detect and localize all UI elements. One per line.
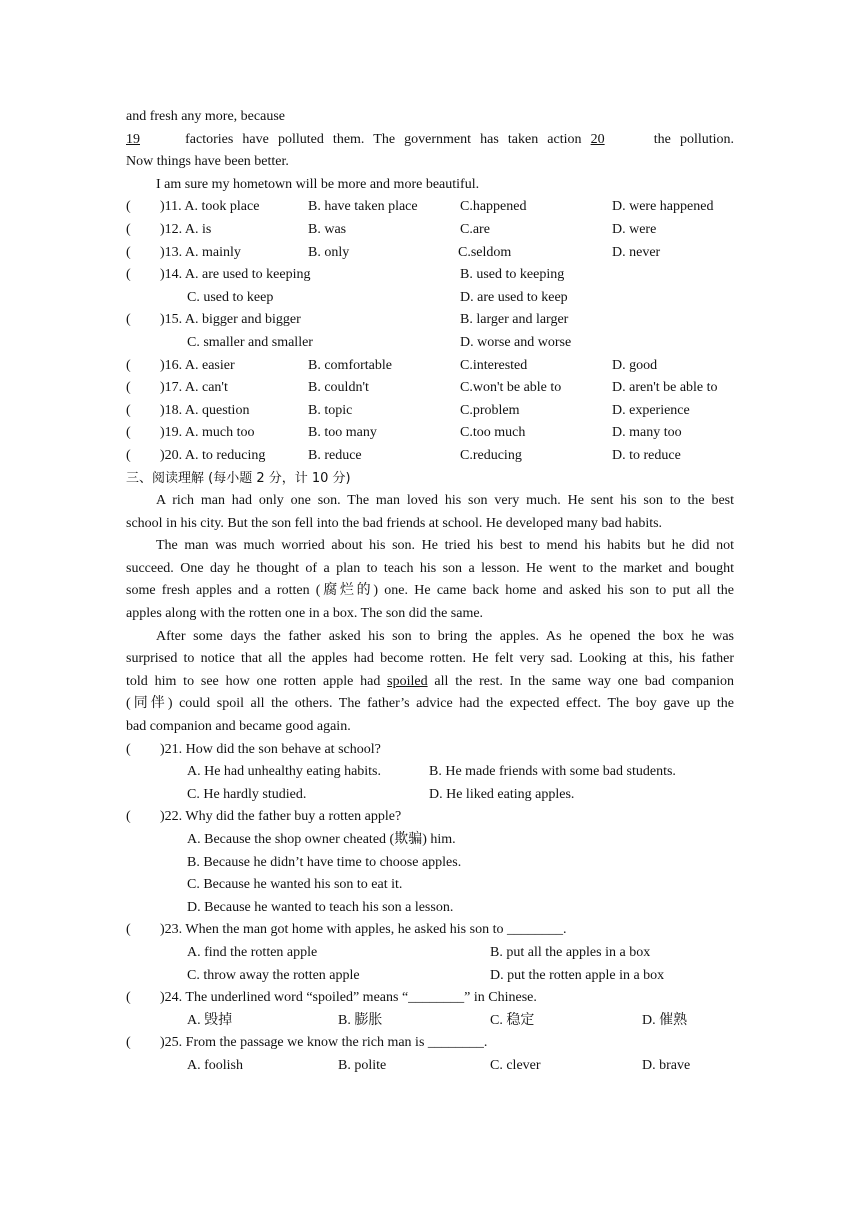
question-row xyxy=(126,287,734,310)
question-option-c: C. smaller and smaller xyxy=(187,334,313,350)
question-option-c: C. used to keep xyxy=(187,289,274,305)
question-option-b: B. too many xyxy=(308,425,377,441)
question-row xyxy=(126,1032,734,1055)
question-row xyxy=(126,919,734,942)
question-row xyxy=(126,219,734,242)
passage-line xyxy=(126,626,734,649)
option-a: A. find the rotten apple xyxy=(187,944,318,960)
passage-line xyxy=(126,580,734,603)
answer-paren: ( xyxy=(126,402,131,418)
option-row xyxy=(126,784,734,807)
answer-paren: ( xyxy=(126,990,131,1006)
passage-text: surprised to notice that all the apples had become rotten. He felt very sad. Looking at this, his father xyxy=(126,651,734,667)
option-c: C. Because he wanted his son to eat it. xyxy=(187,877,403,893)
cloze-line-2 xyxy=(126,129,734,152)
question-option-d: D. were happened xyxy=(612,199,714,215)
option-d: D. 催熟 xyxy=(642,1012,688,1028)
question-option-a: )20. A. to reducing xyxy=(160,447,266,463)
option-row xyxy=(126,1055,734,1078)
question-option-c: C.seldom xyxy=(458,244,512,260)
question-option-d: D. many too xyxy=(612,425,682,441)
answer-paren: ( xyxy=(126,741,131,757)
blank-19: 19 xyxy=(126,131,140,147)
question-row xyxy=(126,196,734,219)
underlined-word: spoiled xyxy=(387,673,428,689)
question-row xyxy=(126,806,734,829)
question-option-b: B. was xyxy=(308,221,347,237)
blank-20: 20 xyxy=(590,131,605,147)
answer-paren: ( xyxy=(126,425,131,441)
question-row xyxy=(126,309,734,332)
cloze-text: and fresh any more, because xyxy=(126,109,285,124)
passage-line xyxy=(126,671,734,694)
question-option-a: )17. A. can't xyxy=(160,380,228,396)
question-option-b: B. larger and larger xyxy=(460,312,569,328)
question-option-c: C.reducing xyxy=(460,447,522,463)
question-row xyxy=(126,422,734,445)
question-row xyxy=(126,377,734,400)
question-option-d: D. never xyxy=(612,244,661,260)
passage-text: The man was much worried about his son. He tried his best to mend his habits but he did not xyxy=(156,538,734,554)
answer-paren: ( xyxy=(126,199,131,215)
answer-paren: ( xyxy=(126,244,131,260)
question-stem: )22. Why did the father buy a rotten apple? xyxy=(160,809,402,825)
passage-text: A rich man had only one son. The man loved his son very much. He sent his son to the best xyxy=(156,493,734,509)
passage-text: some fresh apples and a rotten (腐烂的) one. He came back home and asked his son to put all the xyxy=(126,583,734,599)
option-row xyxy=(126,1010,734,1033)
question-option-a: )16. A. easier xyxy=(160,357,235,373)
option-d: D. Because he wanted to teach his son a lesson. xyxy=(187,899,454,915)
option-row xyxy=(126,874,734,897)
question-stem: )21. How did the son behave at school? xyxy=(160,741,381,757)
option-d: D. He liked eating apples. xyxy=(429,786,575,802)
passage-line xyxy=(126,535,734,558)
question-row xyxy=(126,987,734,1010)
option-row xyxy=(126,829,734,852)
answer-paren: ( xyxy=(126,380,131,396)
option-a: A. He had unhealthy eating habits. xyxy=(187,764,382,780)
question-option-b: B. topic xyxy=(308,402,353,418)
option-d: D. brave xyxy=(642,1057,691,1073)
answer-paren: ( xyxy=(126,922,131,938)
cloze-line-3 xyxy=(126,151,734,174)
question-option-c: C.won't be able to xyxy=(460,380,562,396)
question-option-a: )14. A. are used to keeping xyxy=(160,267,311,283)
answer-paren: ( xyxy=(126,312,131,328)
question-option-b: B. couldn't xyxy=(308,380,369,396)
answer-paren: ( xyxy=(126,1035,131,1051)
passage-line xyxy=(126,603,734,626)
passage-line xyxy=(126,513,734,536)
question-option-b: B. reduce xyxy=(308,447,362,463)
answer-paren: ( xyxy=(126,447,131,463)
option-b: B. put all the apples in a box xyxy=(490,944,651,960)
option-c: C. 稳定 xyxy=(490,1012,535,1028)
option-d: D. put the rotten apple in a box xyxy=(490,967,665,983)
cloze-text: I am sure my hometown will be more and more beautiful. xyxy=(156,176,480,192)
question-option-d: D. to reduce xyxy=(612,447,681,463)
question-option-a: )12. A. is xyxy=(160,221,212,237)
passage-text: all the rest. In the same way one bad companion xyxy=(427,673,734,689)
question-option-a: )19. A. much too xyxy=(160,425,255,441)
question-option-c: C.are xyxy=(460,221,490,237)
question-option-b: B. comfortable xyxy=(308,357,392,373)
question-option-c: C.too much xyxy=(460,425,526,441)
option-row xyxy=(126,761,734,784)
option-a: A. Because the shop owner cheated (欺骗) him. xyxy=(187,832,456,847)
option-c: C. clever xyxy=(490,1057,541,1073)
exam-page xyxy=(126,106,734,1078)
question-row xyxy=(126,445,734,468)
question-option-c: C.happened xyxy=(460,199,527,215)
option-b: B. He made friends with some bad students. xyxy=(429,764,676,780)
answer-paren: ( xyxy=(126,809,131,825)
cloze-text: the pollution. xyxy=(653,131,735,147)
question-option-b: B. have taken place xyxy=(308,199,418,215)
passage-line xyxy=(126,648,734,671)
option-b: B. polite xyxy=(338,1057,387,1073)
cloze-text: Now things have been better. xyxy=(126,154,289,170)
option-b: B. Because he didn’t have time to choose apples. xyxy=(187,854,462,870)
option-row xyxy=(126,897,734,920)
question-option-a: )11. A. took place xyxy=(160,199,260,215)
option-row xyxy=(126,942,734,965)
answer-paren: ( xyxy=(126,267,131,283)
question-stem: )25. From the passage we know the rich man is ________. xyxy=(160,1035,488,1051)
question-option-c: C.interested xyxy=(460,357,528,373)
question-stem: )24. The underlined word “spoiled” means “________” in Chinese. xyxy=(160,990,537,1006)
option-row xyxy=(126,852,734,875)
passage-text: (同伴) could spoil all the others. The father’s advice had the expected effect. The boy gave up the xyxy=(126,696,734,712)
question-stem: )23. When the man got home with apples, he asked his son to ________. xyxy=(160,922,567,938)
question-row xyxy=(126,355,734,378)
passage-line xyxy=(126,716,734,739)
passage-text: apples along with the rotten one in a box. The son did the same. xyxy=(126,606,484,622)
option-c: C. throw away the rotten apple xyxy=(187,967,360,983)
cloze-line-4 xyxy=(126,174,734,197)
question-option-c: C.problem xyxy=(460,402,520,418)
question-option-a: )18. A. question xyxy=(160,402,250,418)
question-option-d: D. are used to keep xyxy=(460,289,568,305)
question-option-d: D. were xyxy=(612,221,657,237)
option-a: A. foolish xyxy=(187,1057,243,1073)
question-option-a: )13. A. mainly xyxy=(160,244,241,260)
question-option-d: D. good xyxy=(612,357,658,373)
section-title: 三、阅读理解 xyxy=(126,470,205,486)
option-row xyxy=(126,965,734,988)
passage-line xyxy=(126,693,734,716)
section-heading xyxy=(126,468,734,491)
cloze-text: factories have polluted them. The government has taken action xyxy=(185,131,582,147)
passage-line xyxy=(126,558,734,581)
passage-text: succeed. One day he thought of a plan to teach his son a lesson. He went to the market and bought xyxy=(126,560,734,576)
answer-paren: ( xyxy=(126,357,131,373)
question-row xyxy=(126,332,734,355)
question-row xyxy=(126,242,734,265)
question-row xyxy=(126,264,734,287)
passage-text: After some days the father asked his son to bring the apples. As he opened the box he was xyxy=(156,628,734,644)
option-c: C. He hardly studied. xyxy=(187,786,307,802)
question-option-d: D. worse and worse xyxy=(460,334,572,350)
question-row xyxy=(126,400,734,423)
option-b: B. 膨胀 xyxy=(338,1012,383,1028)
passage-line xyxy=(126,490,734,513)
question-option-d: D. aren't be able to xyxy=(612,380,718,396)
question-option-d: D. experience xyxy=(612,402,690,418)
option-a: A. 毁掉 xyxy=(187,1012,233,1028)
passage-text: told him to see how one rotten apple had xyxy=(126,673,388,689)
passage-text: school in his city. But the son fell into the bad friends at school. He developed many bad habits. xyxy=(126,515,663,531)
question-option-a: )15. A. bigger and bigger xyxy=(160,312,301,328)
passage-text: bad companion and became good again. xyxy=(126,719,351,735)
cloze-line-1 xyxy=(126,106,734,129)
answer-paren: ( xyxy=(126,221,131,237)
question-option-b: B. only xyxy=(308,244,350,260)
question-row xyxy=(126,739,734,762)
question-option-b: B. used to keeping xyxy=(460,267,565,283)
section-note: (每小题 2 分，计 10 分) xyxy=(204,470,351,486)
